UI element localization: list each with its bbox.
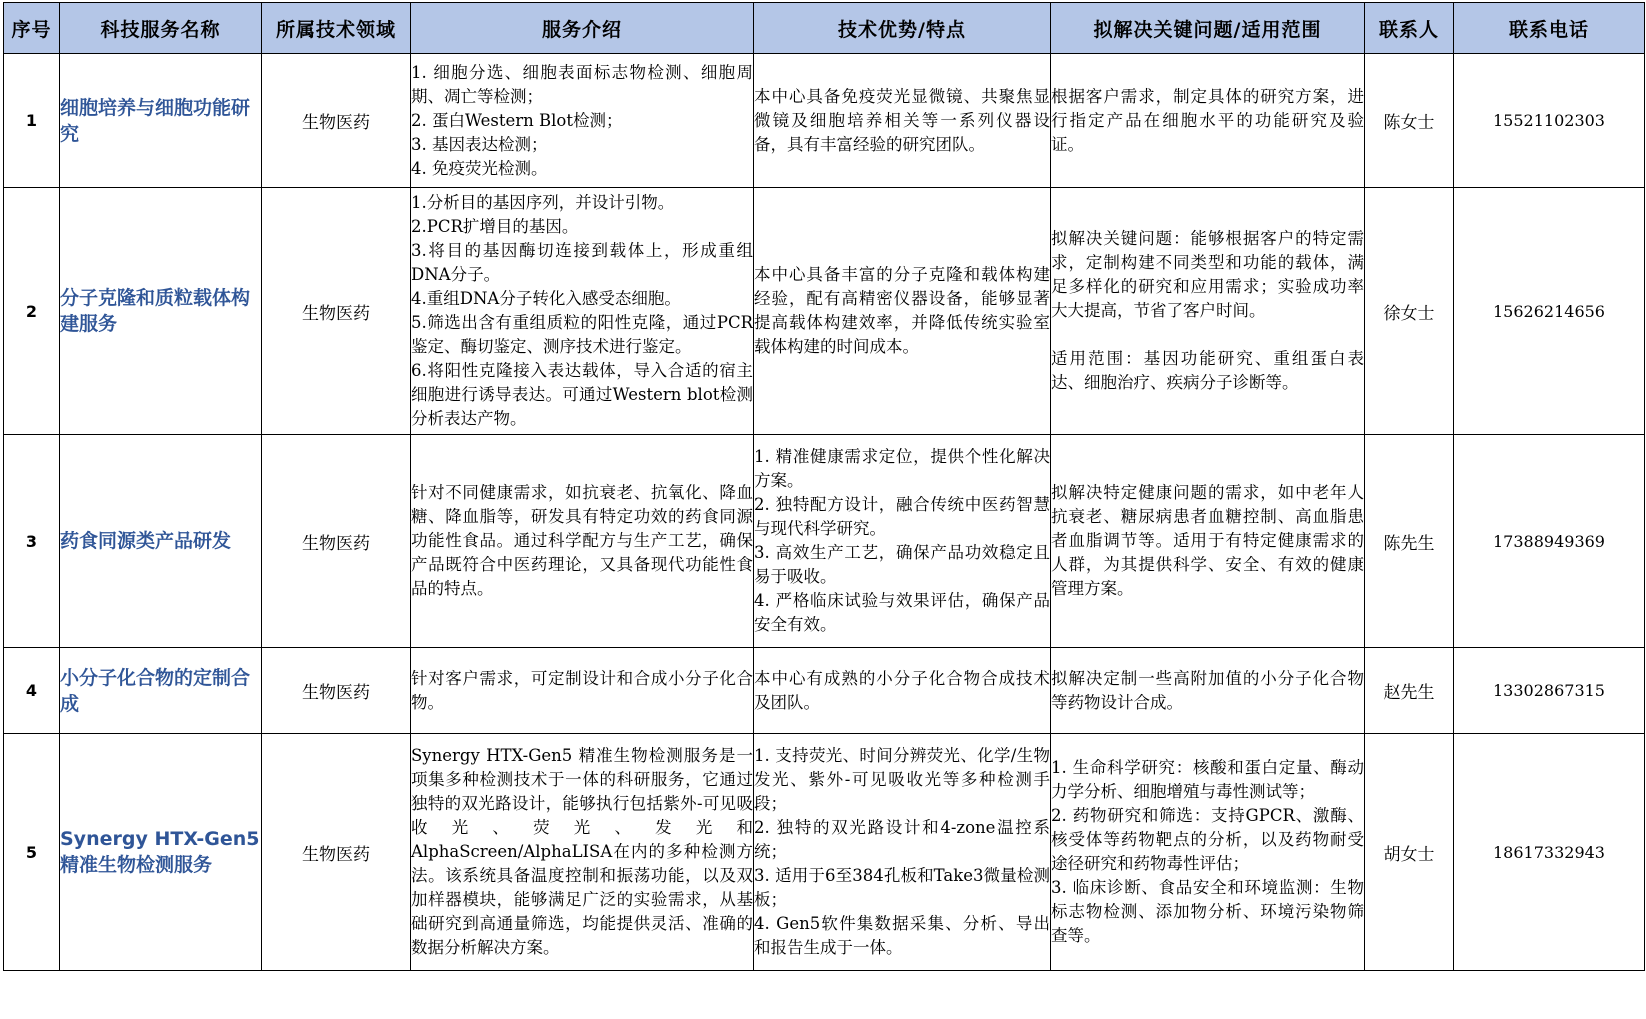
cell-line: 1. 细胞分选、细胞表面标志物检测、细胞周期、凋亡等检测；	[411, 62, 753, 106]
cell-line: 5.筛选出含有重组质粒的阳性克隆，通过PCR鉴定、酶切鉴定、测序技术进行鉴定。	[411, 313, 753, 356]
cell-line: 1. 精准健康需求定位，提供个性化解决方案。	[754, 447, 1050, 490]
cell-scope[interactable]	[1051, 54, 1365, 188]
cell-line: 针对客户需求，可定制设计和合成小分子化合物。	[411, 668, 753, 712]
table-row	[4, 648, 1645, 734]
table-row	[4, 188, 1645, 435]
cell-line: 适用范围：基因功能研究、重组蛋白表达、细胞治疗、疾病分子诊断等。	[1051, 349, 1364, 392]
cell-seq[interactable]: 3	[4, 435, 60, 648]
cell-line: 本中心有成熟的小分子化合物合成技术及团队。	[754, 668, 1050, 712]
cell-phone[interactable]: 15521102303	[1454, 54, 1645, 188]
cell-line: 拟解决关键问题：能够根据客户的特定需求，定制构建不同类型和功能的载体，满足多样化的研究和应用需求；实验成功率大大提高，节省了客户时间。	[1051, 229, 1364, 320]
cell-advantage[interactable]	[754, 188, 1051, 435]
cell-contact[interactable]: 胡女士	[1365, 734, 1454, 971]
cell-scope[interactable]	[1051, 648, 1365, 734]
cell-phone[interactable]: 13302867315	[1454, 648, 1645, 734]
cell-line: 3. 适用于6至384孔板和Take3微量检测板；	[754, 866, 1050, 909]
cell-line: 2.PCR扩增目的基因。	[411, 217, 579, 236]
cell-line: 2. 药物研究和筛选：支持GPCR、激酶、核受体等药物靶点的分析，以及药物耐受途径研究和药物毒性评估；	[1051, 806, 1364, 873]
cell-phone[interactable]: 17388949369	[1454, 435, 1645, 648]
cell-intro[interactable]	[411, 54, 754, 188]
cell-service-name[interactable]: Synergy HTX-Gen5 精准生物检测服务	[60, 734, 262, 971]
header-intro[interactable]: 服务介绍	[411, 3, 754, 54]
cell-line: 2. 独特的双光路设计和4-zone温控系统；	[754, 818, 1050, 861]
cell-phone[interactable]: 18617332943	[1454, 734, 1645, 971]
cell-line: 1. 支持荧光、时间分辨荧光、化学/生物发光、紫外-可见吸收光等多种检测手段；	[754, 746, 1050, 813]
cell-contact[interactable]: 陈女士	[1365, 54, 1454, 188]
cell-line: 拟解决特定健康问题的需求，如中老年人抗衰老、糖尿病患者血糖控制、高血脂患者血脂调节等。适用于有特定健康需求的人群，为其提供科学、安全、有效的健康管理方案。	[1051, 483, 1364, 598]
cell-contact[interactable]: 赵先生	[1365, 648, 1454, 734]
table-row	[4, 734, 1645, 971]
cell-line: 针对不同健康需求，如抗衰老、抗氧化、降血糖、降血脂等，研发具有特定功效的药食同源功能性食品。通过科学配方与生产工艺，确保产品既符合中医药理论，又具备现代功能性食品的特点。	[411, 483, 753, 598]
cell-line: 4. 严格临床试验与效果评估，确保产品安全有效。	[754, 591, 1050, 634]
cell-line: 3. 基因表达检测；	[411, 134, 548, 154]
cell-field[interactable]: 生物医药	[262, 188, 411, 435]
cell-phone[interactable]: 15626214656	[1454, 188, 1645, 435]
cell-seq[interactable]: 1	[4, 54, 60, 188]
cell-seq[interactable]: 4	[4, 648, 60, 734]
table-row	[4, 54, 1645, 188]
cell-line: 4. 免疫荧光检测。	[411, 158, 548, 178]
cell-line: 3. 高效生产工艺，确保产品功效稳定且易于吸收。	[754, 543, 1050, 586]
cell-intro[interactable]	[411, 435, 754, 648]
cell-line: 3. 临床诊断、食品安全和环境监测：生物标志物检测、添加物分析、环境污染物筛查等。	[1051, 878, 1364, 945]
cell-advantage[interactable]	[754, 648, 1051, 734]
header-name[interactable]: 科技服务名称	[60, 3, 262, 54]
cell-field[interactable]: 生物医药	[262, 648, 411, 734]
cell-scope[interactable]	[1051, 734, 1365, 971]
header-contact[interactable]: 联系人	[1365, 3, 1454, 54]
cell-line: 1. 生命科学研究：核酸和蛋白定量、酶动力学分析、细胞增殖与毒性测试等；	[1051, 758, 1364, 801]
cell-service-name[interactable]: 小分子化合物的定制合成	[60, 648, 262, 734]
cell-field[interactable]: 生物医药	[262, 54, 411, 188]
cell-intro[interactable]	[411, 734, 754, 971]
blank-line	[1051, 323, 1364, 347]
cell-advantage[interactable]	[754, 435, 1051, 648]
cell-line: 本中心具备免疫荧光显微镜、共聚焦显微镜及细胞培养相关等一系列仪器设备，具有丰富经验的研究团队。	[754, 86, 1050, 154]
header-advantage[interactable]: 技术优势/特点	[754, 3, 1051, 54]
cell-line: 4.重组DNA分子转化入感受态细胞。	[411, 289, 681, 308]
cell-contact[interactable]: 徐女士	[1365, 188, 1454, 435]
cell-line: 6.将阳性克隆接入表达载体，导入合适的宿主细胞进行诱导表达。可通过Western blot检测分析表达产物。	[411, 361, 753, 428]
cell-advantage[interactable]	[754, 54, 1051, 188]
cell-contact[interactable]: 陈先生	[1365, 435, 1454, 648]
header-field[interactable]: 所属技术领域	[262, 3, 411, 54]
cell-line: Synergy HTX-Gen5 精准生物检测服务是一项集多种检测技术于一体的科研服务，它通过独特的双光路设计，能够执行包括紫外-可见吸收光、荧光、发光和AlphaScreen/AlphaLISA在内的多种检测方法。该系统具备温度控制和振荡功能，以及双加样器模块，能够满足广泛的实验需求，从基础研究到高通量筛选，均能提供灵活、准确的数据分析解决方案。	[411, 746, 753, 957]
cell-service-name[interactable]: 细胞培养与细胞功能研究	[60, 54, 262, 188]
cell-line: 根据客户需求，制定具体的研究方案，进行指定产品在细胞水平的功能研究及验证。	[1051, 86, 1364, 154]
cell-line: 4. Gen5软件集数据采集、分析、导出和报告生成于一体。	[754, 914, 1050, 957]
cell-line: 拟解决定制一些高附加值的小分子化合物等药物设计合成。	[1051, 668, 1364, 712]
cell-advantage[interactable]	[754, 734, 1051, 971]
cell-field[interactable]: 生物医药	[262, 734, 411, 971]
cell-line: 2. 独特配方设计，融合传统中医药智慧与现代科学研究。	[754, 495, 1050, 538]
table-row	[4, 435, 1645, 648]
cell-service-name[interactable]: 药食同源类产品研发	[60, 435, 262, 648]
header-seq[interactable]: 序号	[4, 3, 60, 54]
header-row	[4, 3, 1645, 54]
services-table	[3, 2, 1645, 971]
cell-scope[interactable]	[1051, 435, 1365, 648]
cell-field[interactable]: 生物医药	[262, 435, 411, 648]
cell-service-name[interactable]: 分子克隆和质粒载体构建服务	[60, 188, 262, 435]
cell-seq[interactable]: 5	[4, 734, 60, 971]
cell-intro[interactable]	[411, 648, 754, 734]
cell-intro[interactable]	[411, 188, 754, 435]
header-scope[interactable]: 拟解决关键问题/适用范围	[1051, 3, 1365, 54]
cell-line: 本中心具备丰富的分子克隆和载体构建经验，配有高精密仪器设备，能够显著提高载体构建效率，并降低传统实验室载体构建的时间成本。	[754, 265, 1050, 356]
header-phone[interactable]: 联系电话	[1454, 3, 1645, 54]
cell-scope[interactable]	[1051, 188, 1365, 435]
cell-seq[interactable]: 2	[4, 188, 60, 435]
cell-line: 1.分析目的基因序列，并设计引物。	[411, 193, 675, 212]
cell-line: 3.将目的基因酶切连接到载体上，形成重组DNA分子。	[411, 241, 753, 284]
cell-line: 2. 蛋白Western Blot检测；	[411, 110, 623, 130]
